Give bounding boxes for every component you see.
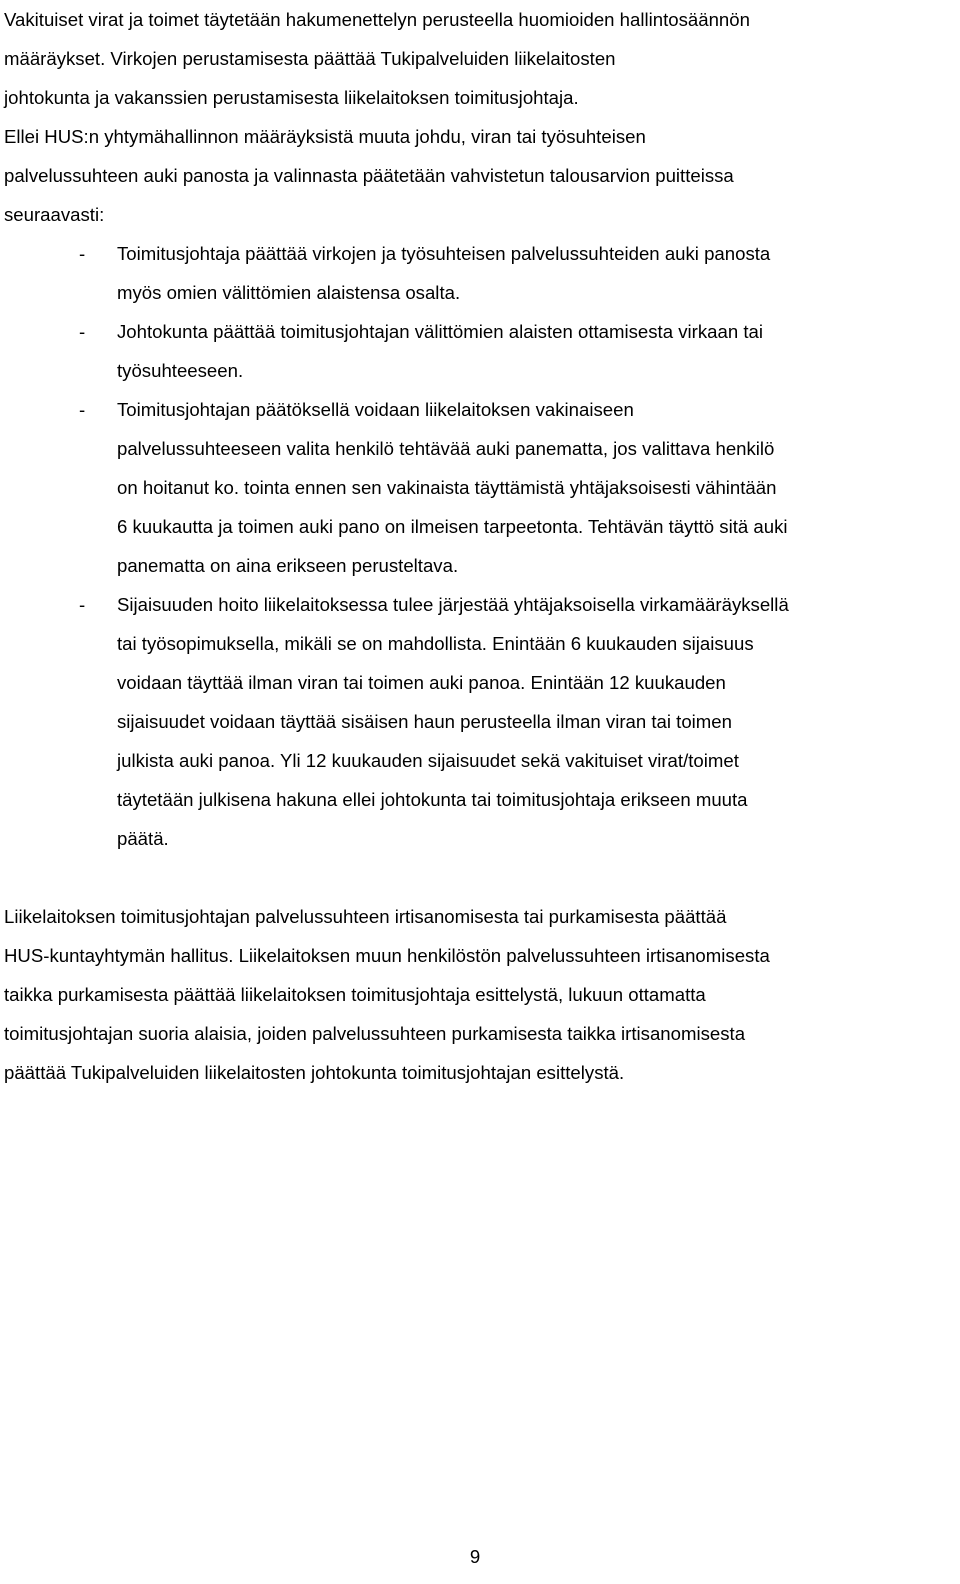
- list-item: [4, 312, 954, 390]
- text-line: täytetään julkisena hakuna ellei johtokunta tai toimitusjohtaja erikseen muuta: [117, 789, 748, 810]
- text-line: julkista auki panoa. Yli 12 kuukauden sijaisuudet sekä vakituiset virat/toimet: [117, 750, 739, 771]
- text-line: voidaan täyttää ilman viran tai toimen auki panoa. Enintään 12 kuukauden: [117, 672, 726, 693]
- text-line: Toimitusjohtaja päättää virkojen ja työsuhteisen palvelussuhteiden auki panosta: [117, 243, 771, 264]
- text-line: Liikelaitoksen toimitusjohtajan palvelussuhteen irtisanomisesta tai purkamisesta päättää: [4, 906, 727, 927]
- list-dash: -: [79, 321, 86, 342]
- text-line: Johtokunta päättää toimitusjohtajan välittömien alaisten ottamisesta virkaan tai: [117, 321, 763, 342]
- text-line: seuraavasti:: [4, 204, 105, 225]
- text-line: Toimitusjohtajan päätöksellä voidaan liikelaitoksen vakinaiseen: [117, 399, 634, 420]
- text-line: palvelussuhteen auki panosta ja valinnasta päätetään vahvistetun talousarvion puitteissa: [4, 165, 734, 186]
- page-number: 9: [469, 1546, 481, 1567]
- text-line: taikka purkamisesta päättää liikelaitoksen toimitusjohtaja esittelystä, lukuun ottamatta: [4, 984, 706, 1005]
- closing-paragraph: [4, 897, 954, 1092]
- text-line: toimitusjohtajan suoria alaisia, joiden palvelussuhteen purkamisesta taikka irtisanomisesta: [4, 1023, 746, 1044]
- decision-list: [4, 234, 954, 858]
- text-line: tai työsopimuksella, mikäli se on mahdollista. Enintään 6 kuukauden sijaisuus: [117, 633, 754, 654]
- paragraph-gap: [4, 858, 954, 897]
- list-dash: -: [79, 243, 86, 264]
- text-line: työsuhteeseen.: [117, 360, 244, 381]
- text-line: 6 kuukautta ja toimen auki pano on ilmeisen tarpeetonta. Tehtävän täyttö sitä auki: [117, 516, 788, 537]
- list-item: [4, 234, 954, 312]
- text-line: määräykset. Virkojen perustamisesta päättää Tukipalveluiden liikelaitosten: [4, 48, 616, 69]
- text-line: päätä.: [117, 828, 169, 849]
- intro-paragraph: [4, 0, 954, 234]
- text-line: sijaisuudet voidaan täyttää sisäisen haun perusteella ilman viran tai toimen: [117, 711, 732, 732]
- text-line: myös omien välittömien alaistensa osalta.: [117, 282, 461, 303]
- list-dash: -: [79, 594, 86, 615]
- text-line: on hoitanut ko. tointa ennen sen vakinaista täyttämistä yhtäjaksoisesti vähintään: [117, 477, 777, 498]
- list-item: [4, 585, 954, 858]
- text-line: Vakituiset virat ja toimet täytetään hakumenettelyn perusteella huomioiden hallintosäännön: [4, 9, 750, 30]
- text-line: Sijaisuuden hoito liikelaitoksessa tulee järjestää yhtäjaksoisella virkamääräyksellä: [117, 594, 789, 615]
- text-line: HUS-kuntayhtymän hallitus. Liikelaitoksen muun henkilöstön palvelussuhteen irtisanomisesta: [4, 945, 770, 966]
- text-line: päättää Tukipalveluiden liikelaitosten johtokunta toimitusjohtajan esittelystä.: [4, 1062, 625, 1083]
- text-line: johtokunta ja vakanssien perustamisesta liikelaitoksen toimitusjohtaja.: [4, 87, 579, 108]
- document-page: [4, 0, 954, 1092]
- list-dash: -: [79, 399, 86, 420]
- text-line: Ellei HUS:n yhtymähallinnon määräyksistä muuta johdu, viran tai työsuhteisen: [4, 126, 646, 147]
- text-line: panematta on aina erikseen perusteltava.: [117, 555, 459, 576]
- list-item: [4, 390, 954, 585]
- text-line: palvelussuhteeseen valita henkilö tehtävää auki panematta, jos valittava henkilö: [117, 438, 775, 459]
